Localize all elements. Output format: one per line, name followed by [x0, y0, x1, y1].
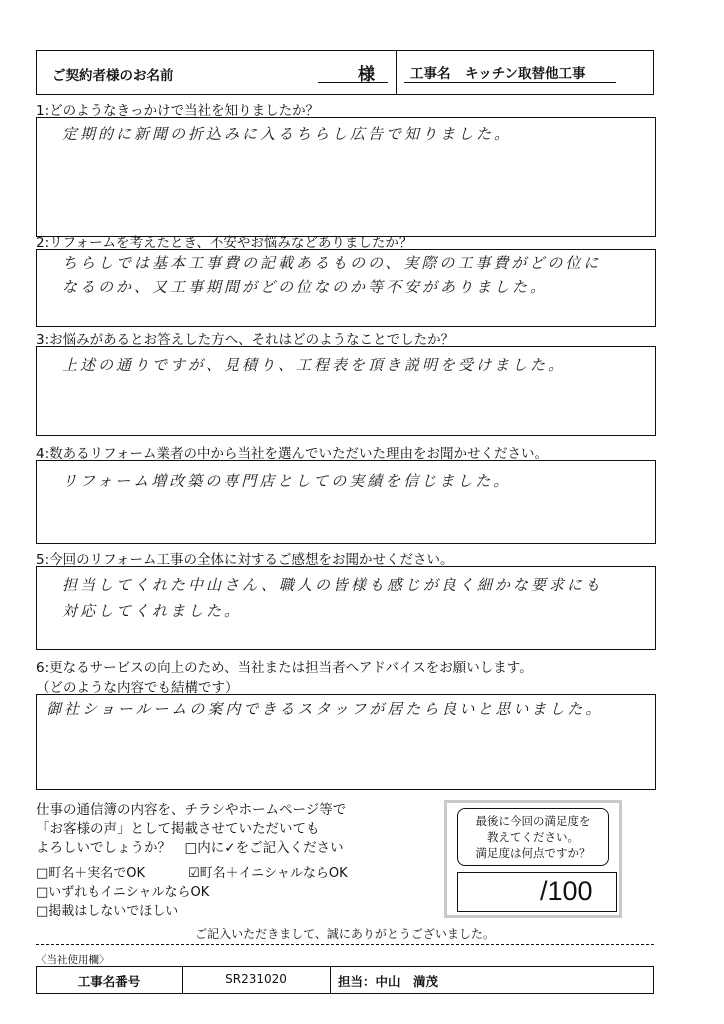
work-name-value: キッチン取替他工事 [465, 66, 586, 82]
staff-label: 担当：中山 満茂 [338, 974, 439, 989]
satisfaction-line-3: 満足度は何点ですか？ [475, 846, 591, 860]
answer-5-line-1: 担当してくれた中山さん、職人の皆様も感じが良く細かな要求にも [62, 576, 603, 594]
office-use-label: 〈当社使用欄〉 [36, 954, 110, 966]
office-cell-divider-2 [330, 966, 331, 994]
consent-line-2: 「お客様の声」として掲載させていただいても [36, 821, 320, 837]
answer-4-line-1: リフォーム増改築の専門店としての実績を信じました。 [62, 472, 512, 490]
thanks-message: ご記入いただきまして、誠にありがとうございました。 [195, 927, 495, 941]
question-1: 1:どのようなきっかけで当社を知りましたか？ [36, 103, 320, 119]
answer-2-line-2: なるのか、又工事期間がどの位なのか等不安がありました。 [62, 278, 549, 296]
consent-option-initials-checked[interactable]: ☑町名＋イニシャルならOK [188, 866, 348, 881]
customer-name-underline [318, 82, 388, 83]
question-3: 3:お悩みがあるとお答えした方へ、それはどのようなことでしたか？ [36, 332, 455, 348]
question-6-sub: （どのような内容でも結構です） [36, 680, 239, 696]
question-2: 2:リフォームを考えたとき、不安やお悩みなどありましたか？ [36, 235, 413, 251]
consent-option-all-initials[interactable]: □いずれもイニシャルならOK [36, 885, 210, 900]
customer-name-label: ご契約者様のお名前 [52, 68, 174, 84]
satisfaction-line-1: 最後に今回の満足度を [475, 814, 591, 828]
honorific: 様 [358, 65, 375, 85]
answer-5-line-2: 対応してくれました。 [62, 602, 243, 620]
satisfaction-line-2: 教えてください。 [487, 830, 579, 844]
answer-3-line-1: 上述の通りですが、見積り、工程表を頂き説明を受けました。 [62, 356, 567, 374]
satisfaction-score-suffix: /100 [540, 876, 593, 906]
work-name-label: 工事名 [410, 66, 451, 82]
answer-1-line-1: 定期的に新聞の折込みに入るちらし広告で知りました。 [62, 125, 513, 143]
consent-option-no-publish[interactable]: □掲載はしないでほしい [36, 904, 179, 919]
consent-line-1: 仕事の通信簿の内容を、チラシやホームページ等で [36, 802, 347, 818]
consent-option-real-name[interactable]: □町名＋実名でOK [36, 866, 146, 881]
work-name-underline [404, 82, 616, 83]
question-5: 5:今回のリフォーム工事の全体に対するご感想をお聞かせください。 [36, 552, 454, 568]
consent-line-3: よろしいでしょうか？ □内に✓をご記入ください [36, 840, 344, 856]
work-number-label: 工事名番号 [77, 974, 141, 989]
answer-2-line-1: ちらしでは基本工事費の記載あるものの、実際の工事費がどの位に [62, 254, 602, 272]
answer-6-line-1: 御社ショールームの案内できるスタッフが居たら良いと思いました。 [46, 700, 604, 718]
header-divider [396, 50, 397, 95]
question-6: 6:更なるサービスの向上のため、当社または担当者へアドバイスをお願いします。 [36, 660, 533, 676]
work-number-value: SR231020 [225, 972, 287, 986]
question-4: 4:数あるリフォーム業者の中から当社を選んでいただいた理由をお聞かせください。 [36, 446, 548, 462]
satisfaction-score-box[interactable] [457, 872, 617, 912]
dashed-divider [36, 944, 654, 945]
